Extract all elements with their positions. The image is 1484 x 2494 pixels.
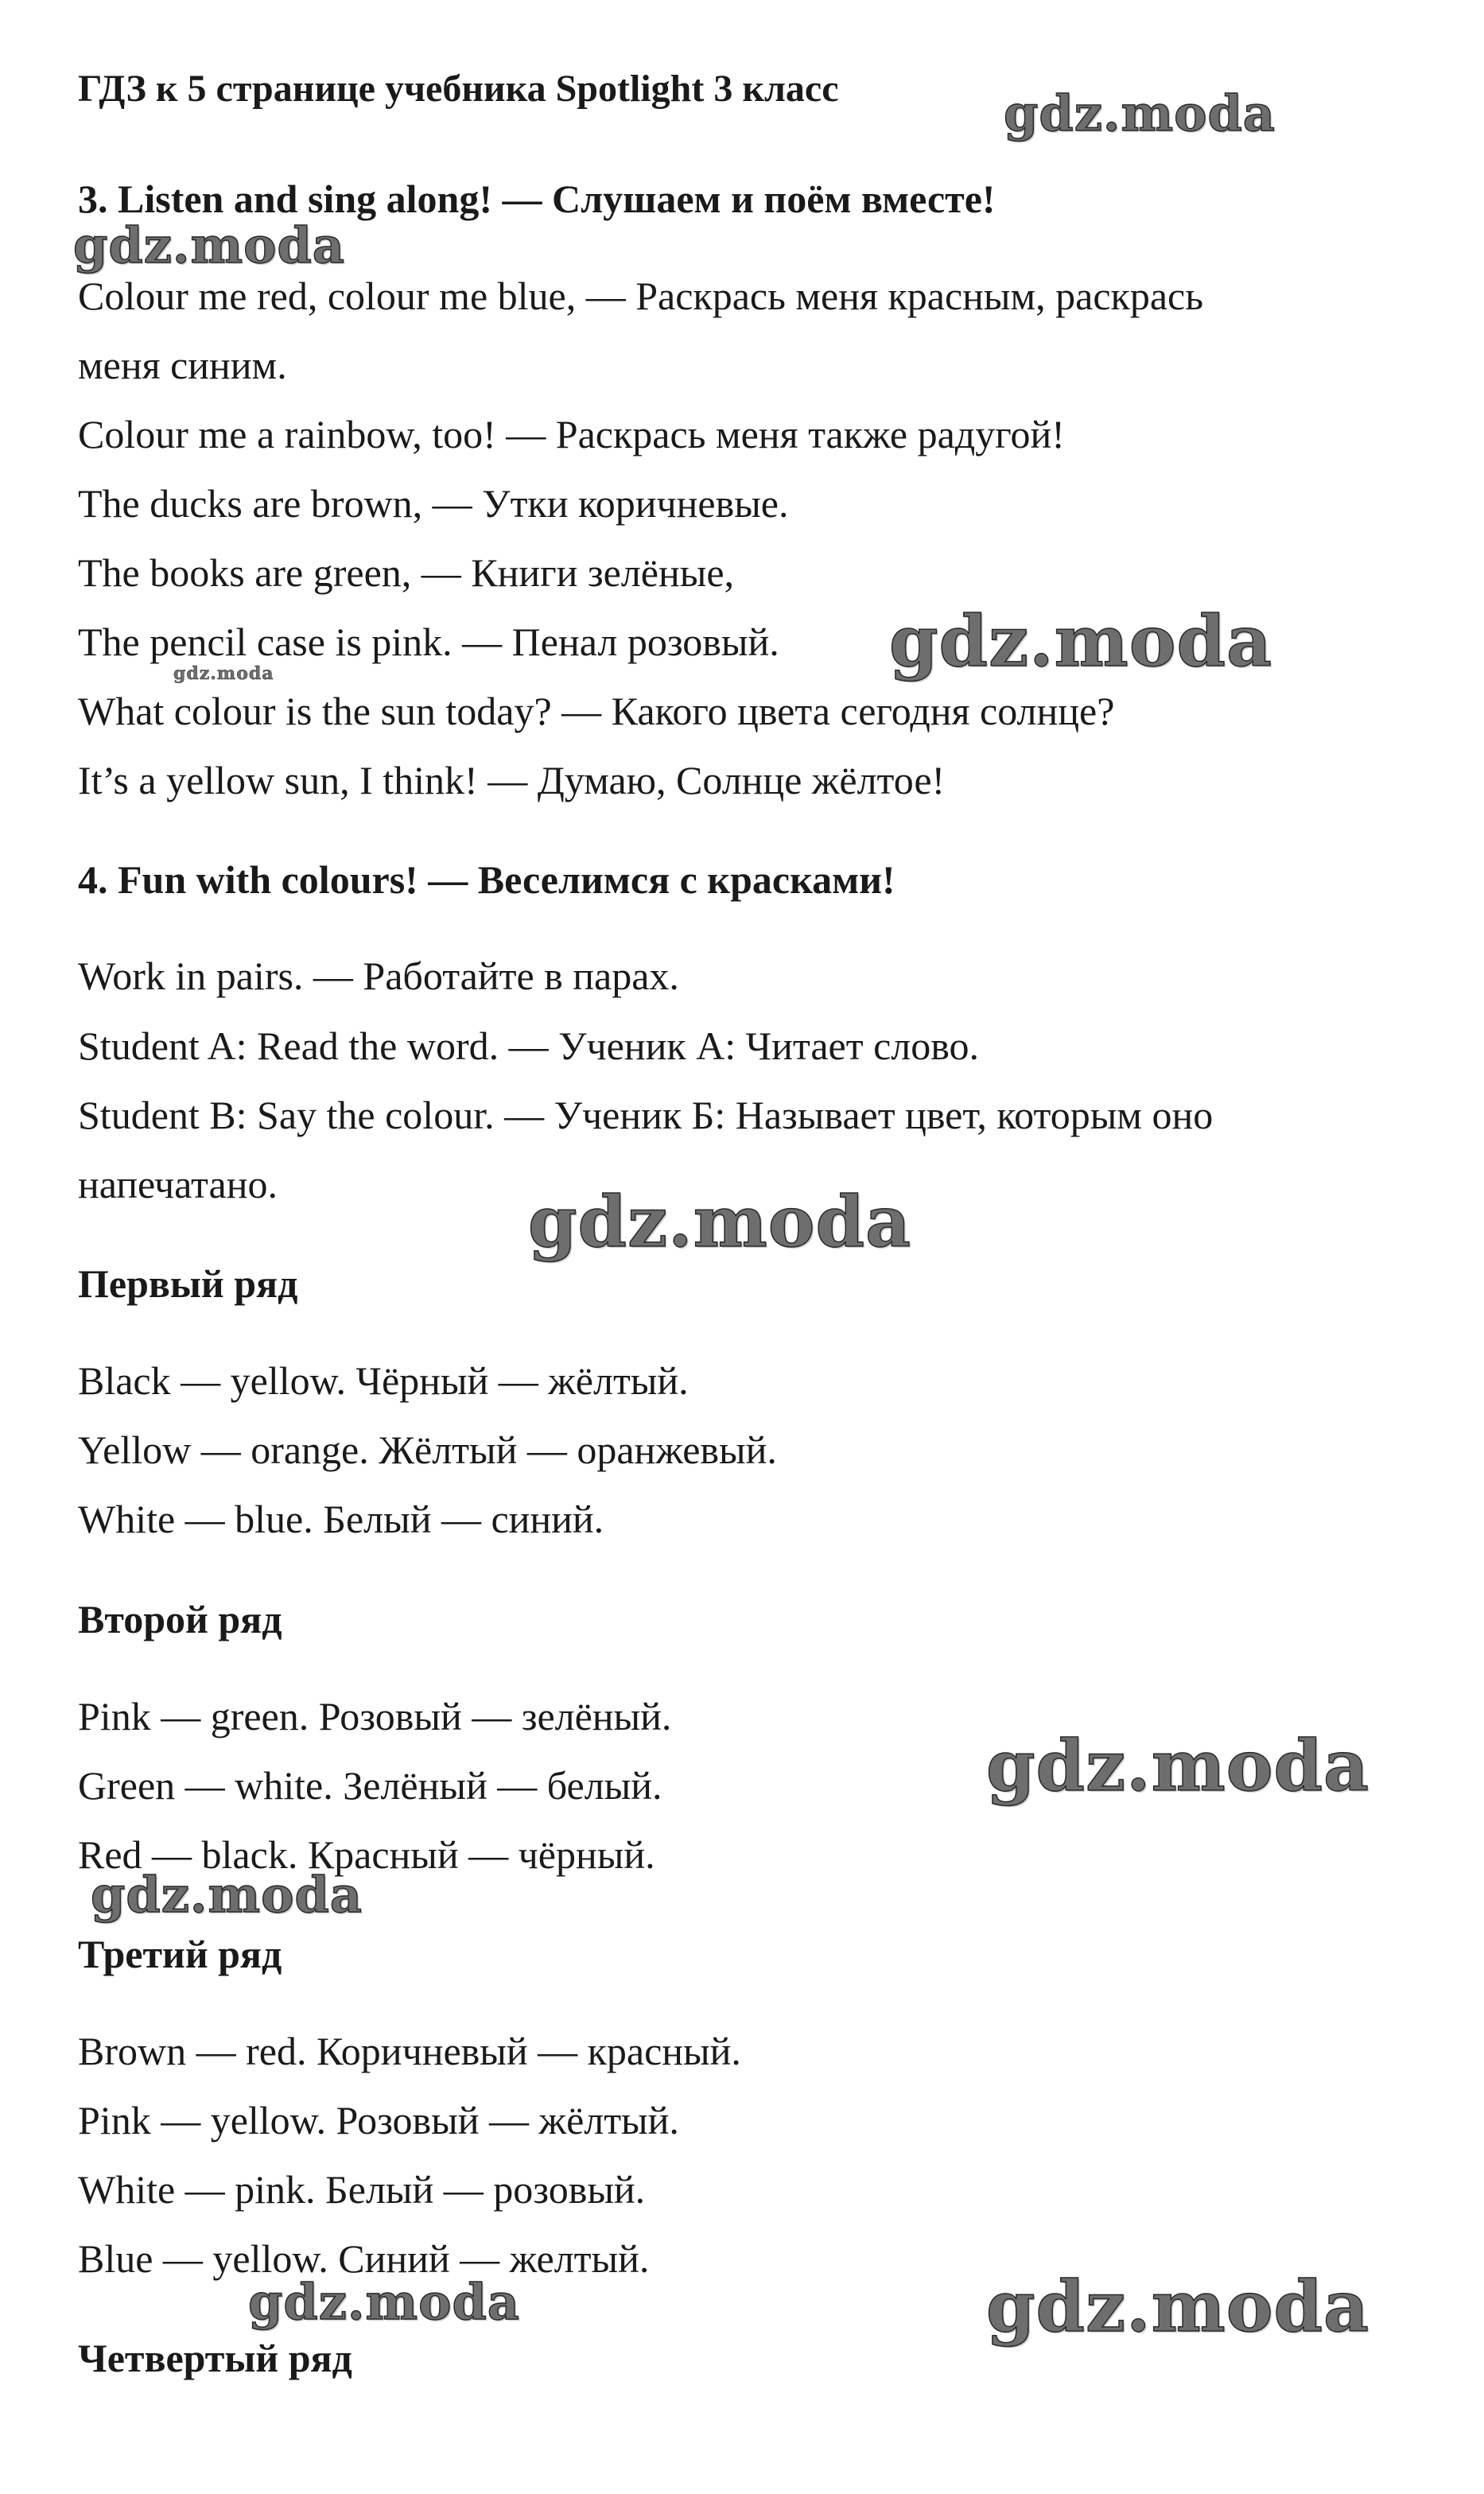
row-3-line: Blue — yellow. Синий — желтый. xyxy=(78,2236,650,2281)
row-3-line: White — pink. Белый — розовый. xyxy=(78,2167,646,2212)
row-2-line: Red — black. Красный — чёрный. xyxy=(78,1832,655,1877)
section-3-line: What colour is the sun today? — Какого цвета сегодня солнце? xyxy=(78,689,1115,733)
row-3-heading: Третий ряд xyxy=(78,1932,282,1976)
row-1-line: Black — yellow. Чёрный — жёлтый. xyxy=(78,1358,689,1403)
watermark: gdz.moda xyxy=(986,1724,1370,1807)
row-1-heading: Первый ряд xyxy=(78,1261,298,1306)
section-4-line: Work in pairs. — Работайте в парах. xyxy=(78,954,679,998)
section-3-line: The ducks are brown, — Утки коричневые. xyxy=(78,481,789,526)
row-4-heading: Четвертый ряд xyxy=(78,2336,352,2380)
page-title: ГДЗ к 5 странице учебника Spotlight 3 класс xyxy=(78,68,839,110)
watermark: gdz.moda xyxy=(173,663,274,684)
watermark: gdz.moda xyxy=(73,216,345,274)
watermark: gdz.moda xyxy=(528,1180,912,1263)
section-3-line: The pencil case is pink. — Пенал розовый. xyxy=(78,620,779,664)
section-3-line: It’s a yellow sun, I think! — Думаю, Солнце жёлтое! xyxy=(78,758,946,802)
section-3-line: Colour me a rainbow, too! — Раскрась меня также радугой! xyxy=(78,412,1065,456)
section-4-line: Student B: Say the colour. — Ученик Б: Называет цвет, которым оно xyxy=(78,1093,1214,1137)
watermark: gdz.moda xyxy=(1004,84,1276,142)
section-3-line: меня синим. xyxy=(78,343,287,387)
row-1-line: Yellow — orange. Жёлтый — оранжевый. xyxy=(78,1428,777,1472)
section-3-line: Colour me red, colour me blue, — Раскрась меня красным, раскрась xyxy=(78,274,1204,318)
row-1-line: White — blue. Белый — синий. xyxy=(78,1497,604,1541)
watermark: gdz.moda xyxy=(91,1866,363,1924)
section-4-heading: 4. Fun with colours! — Веселимся с красками! xyxy=(78,857,895,902)
section-4-line: напечатано. xyxy=(78,1162,278,1206)
section-3-line: The books are green, — Книги зелёные, xyxy=(78,550,735,595)
row-2-line: Pink — green. Розовый — зелёный. xyxy=(78,1694,672,1738)
watermark: gdz.moda xyxy=(986,2265,1370,2348)
row-2-line: Green — white. Зелёный — белый. xyxy=(78,1763,662,1808)
watermark: gdz.moda xyxy=(248,2273,520,2331)
section-3-heading: 3. Listen and sing along! — Слушаем и поём вместе! xyxy=(78,177,996,221)
row-2-heading: Второй ряд xyxy=(78,1597,282,1641)
watermark: gdz.moda xyxy=(889,600,1273,682)
section-4-line: Student A: Read the word. — Ученик А: Читает слово. xyxy=(78,1024,980,1068)
row-3-line: Brown — red. Коричневый — красный. xyxy=(78,2029,741,2073)
row-3-line: Pink — yellow. Розовый — жёлтый. xyxy=(78,2098,679,2142)
